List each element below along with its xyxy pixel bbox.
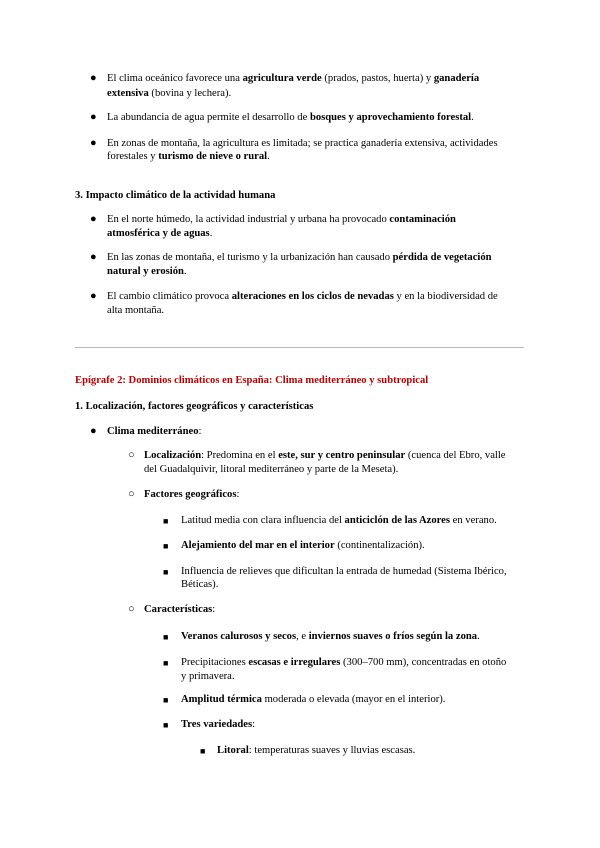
square-bullet-icon: ■ <box>163 720 169 730</box>
text: : <box>252 719 256 730</box>
list-item-continuation <box>144 462 398 477</box>
bold-text: Tres variedades <box>181 719 253 730</box>
bold-text: Alejamiento del mar en el interior <box>181 540 335 551</box>
circle-bullet-icon: ○ <box>128 603 135 615</box>
text: : <box>236 489 240 500</box>
list-item <box>181 513 497 528</box>
text: : <box>212 604 216 615</box>
square-bullet-icon: ■ <box>163 632 169 642</box>
bold-text: Amplitud térmica <box>181 694 262 705</box>
bold-text: este, sur y centro peninsular <box>278 450 406 461</box>
bold-text: ganadería <box>433 73 480 84</box>
text: forestales y <box>107 151 159 162</box>
bold-text: Características <box>144 604 213 615</box>
list-item <box>107 212 456 227</box>
disc-bullet-icon: ● <box>90 111 97 123</box>
list-item-continuation <box>181 669 235 684</box>
list-item-continuation <box>181 577 218 592</box>
text: moderada o elevada (mayor en el interior). <box>261 694 446 705</box>
text: . <box>267 151 270 162</box>
disc-bullet-icon: ● <box>90 72 97 84</box>
square-bullet-icon: ■ <box>200 746 206 756</box>
list-item <box>217 743 415 758</box>
list-item <box>107 250 492 265</box>
text: La abundancia de agua permite el desarrollo de <box>107 112 310 123</box>
bold-text: turismo de nieve o rural <box>158 151 268 162</box>
text: : Predomina en el <box>201 450 279 461</box>
square-bullet-icon: ■ <box>163 541 169 551</box>
text: El clima oceánico favorece una <box>107 73 243 84</box>
disc-bullet-icon: ● <box>90 251 97 263</box>
list-item <box>181 655 506 670</box>
list-item-continuation <box>107 303 164 318</box>
text: . <box>183 266 187 277</box>
list-item-continuation <box>107 86 231 101</box>
text: . <box>477 631 480 642</box>
section-heading: 3. Impacto climático de la actividad humana <box>75 190 276 201</box>
text: (prados, pastos, huerta) y <box>321 73 434 84</box>
bold-text: pérdida de vegetación <box>392 252 492 263</box>
text: (bovina y lechera). <box>148 88 232 99</box>
square-bullet-icon: ■ <box>163 516 169 526</box>
bold-text: anticiclón de las Azores <box>344 515 450 526</box>
square-bullet-icon: ■ <box>163 567 169 577</box>
list-item <box>144 448 506 463</box>
epigrafe-title: Epígrafe 2: Dominios climáticos en España: Clima mediterráneo y subtropical <box>75 375 429 386</box>
list-item <box>144 487 239 502</box>
list-item <box>181 717 255 732</box>
circle-bullet-icon: ○ <box>128 488 135 500</box>
disc-bullet-icon: ● <box>90 137 97 149</box>
bold-text: extensiva <box>107 88 149 99</box>
text: En zonas de montaña, la agricultura es limitada; se practica ganadería extensiva, actividades <box>107 138 498 149</box>
list-item <box>181 629 480 644</box>
text: y en la biodiversidad de <box>393 291 498 302</box>
list-item <box>107 110 474 125</box>
list-item <box>144 602 215 617</box>
text: alta montaña. <box>107 305 165 316</box>
square-bullet-icon: ■ <box>163 695 169 705</box>
list-item <box>107 71 479 86</box>
bold-text: agricultura verde <box>242 73 322 84</box>
list-item-continuation <box>107 264 187 279</box>
disc-bullet-icon: ● <box>90 425 97 437</box>
bold-text: Veranos calurosos y secos <box>181 631 297 642</box>
list-item-continuation <box>107 226 212 241</box>
list-item <box>181 564 507 579</box>
bold-text: Factores geográficos <box>144 489 237 500</box>
text: Influencia de relieves que dificultan la entrada de humedad (Sistema Ibérico, <box>181 566 507 577</box>
text: Precipitaciones <box>181 657 249 668</box>
section-heading: 1. Localización, factores geográficos y características <box>75 401 314 412</box>
bold-text: escasas e irregulares <box>248 657 341 668</box>
text: , e <box>296 631 309 642</box>
circle-bullet-icon: ○ <box>128 449 135 461</box>
bold-text: atmosférica y de aguas <box>107 228 210 239</box>
bold-text: Clima mediterráneo <box>107 426 199 437</box>
text: El cambio climático provoca <box>107 291 232 302</box>
bold-text: inviernos suaves o fríos según la zona <box>308 631 478 642</box>
list-item <box>181 692 445 707</box>
horizontal-divider <box>75 347 524 348</box>
list-item-continuation <box>107 149 270 164</box>
list-item <box>107 424 201 439</box>
text: del Guadalquivir, litoral mediterráneo y parte de la Meseta). <box>144 464 399 475</box>
bold-text: bosques y aprovechamiento forestal <box>309 112 472 123</box>
bold-text: Localización <box>144 450 202 461</box>
list-item <box>107 289 498 304</box>
text: (continentalización). <box>334 540 425 551</box>
disc-bullet-icon: ● <box>90 290 97 302</box>
text: y primavera. <box>181 671 235 682</box>
text: : temperaturas suaves y lluvias escasas. <box>248 745 416 756</box>
text: En el norte húmedo, la actividad industrial y urbana ha provocado <box>107 214 390 225</box>
bold-text: contaminación <box>389 214 456 225</box>
bold-text: natural y erosión <box>107 266 184 277</box>
bold-text: Litoral <box>217 745 249 756</box>
square-bullet-icon: ■ <box>163 658 169 668</box>
text: (300–700 mm), concentradas en otoño <box>340 657 507 668</box>
disc-bullet-icon: ● <box>90 213 97 225</box>
text: . <box>471 112 474 123</box>
text: en verano. <box>450 515 497 526</box>
text: : <box>198 426 202 437</box>
text: . <box>209 228 213 239</box>
text: Latitud media con clara influencia del <box>181 515 345 526</box>
text: Béticas). <box>181 579 219 590</box>
bold-text: alteraciones en los ciclos de nevadas <box>231 291 394 302</box>
text: En las zonas de montaña, el turismo y la urbanización han causado <box>107 252 393 263</box>
list-item <box>181 538 425 553</box>
text: (cuenca del Ebro, valle <box>405 450 506 461</box>
